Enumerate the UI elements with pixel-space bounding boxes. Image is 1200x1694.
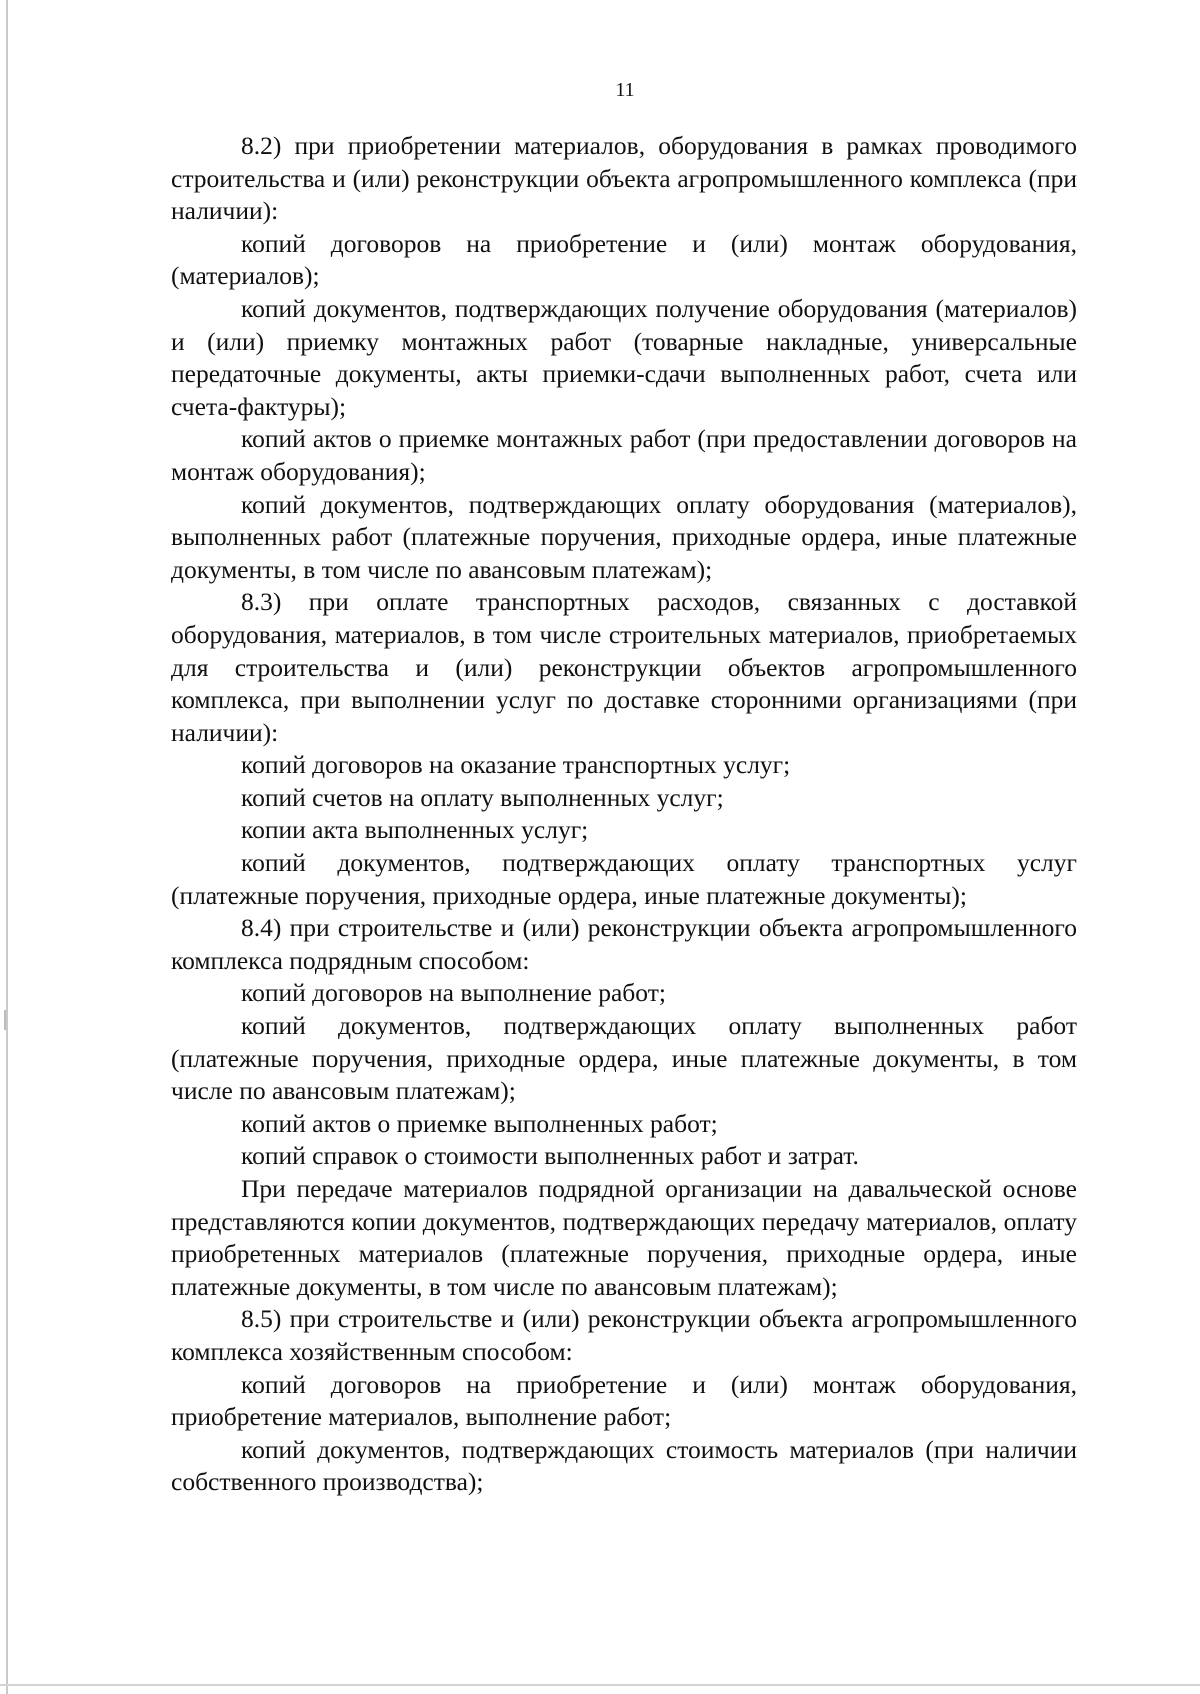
paragraph: копий договоров на приобретение и (или) монтаж оборудования, (материалов); [171, 228, 1077, 291]
paragraph: копий документов, подтверждающих оплату оборудования (материалов), выполненных работ (платежные поручения, приходные ордера, иные платежные документы, в том числе по авансовым платежам); [171, 489, 1077, 584]
document-body [171, 130, 1077, 1499]
scan-edge-bottom [0, 1684, 1200, 1686]
paragraph: копий документов, подтверждающих оплату выполненных работ (платежные поручения, приходные ордера, иные платежные документы, в том числе по авансовым платежам); [171, 1011, 1077, 1106]
paragraph-8-4: 8.4) при строительстве и (или) реконструкции объекта агропромышленного комплекса подрядным способом: [171, 913, 1077, 975]
paragraph: копий договоров на выполнение работ; [241, 978, 666, 1008]
paragraph-8-5: 8.5) при строительстве и (или) реконструкции объекта агропромышленного комплекса хозяйственным способом: [171, 1304, 1077, 1366]
paragraph: копий счетов на оплату выполненных услуг; [241, 782, 724, 812]
paragraph: копий договоров на приобретение и (или) монтаж оборудования, приобретение материалов, выполнение работ; [171, 1369, 1077, 1432]
paragraph: копий документов, подтверждающих оплату транспортных услуг (платежные поручения, приходные ордера, иные платежные документы); [171, 848, 1077, 910]
paragraph: копий актов о приемке выполненных работ; [241, 1108, 718, 1138]
paragraph: копии акта выполненных услуг; [241, 815, 589, 845]
paragraph: копий документов, подтверждающих получение оборудования (материалов) и (или) приемку монтажных работ (товарные накладные, универсальные передаточные документы, акты приемки-сдачи выполненных работ, счета или счета-фактуры); [171, 293, 1077, 421]
paragraph: копий актов о приемке монтажных работ (при предоставлении договоров на монтаж оборудования); [171, 424, 1077, 486]
paragraph-8-3: 8.3) при оплате транспортных расходов, связанных с доставкой оборудования, материалов, в том числе строительных материалов, приобретаемых для строительства и (или) реконструкции объектов агропромышленного комплекса, при выполнении услуг по доставке сторонними организациями (при наличии): [171, 587, 1077, 747]
scan-mark [4, 1010, 6, 1030]
paragraph: копий договоров на оказание транспортных услуг; [241, 750, 791, 780]
page-number: 11 [615, 79, 635, 101]
scan-edge-left [6, 0, 8, 1694]
paragraph: При передаче материалов подрядной организации на давальческой основе представляются копии документов, подтверждающих передачу материалов, оплату приобретенных материалов (платежные поручения, приходные ордера, иные платежные документы, в том числе по авансовым платежам); [171, 1174, 1077, 1301]
paragraph: копий справок о стоимости выполненных работ и затрат. [241, 1141, 859, 1171]
paragraph-8-2: 8.2) при приобретении материалов, оборудования в рамках проводимого строительства и (или) реконструкции объекта агропромышленного комплекса (при наличии): [171, 131, 1077, 226]
paragraph: копий документов, подтверждающих стоимость материалов (при наличии собственного производства); [171, 1434, 1077, 1497]
